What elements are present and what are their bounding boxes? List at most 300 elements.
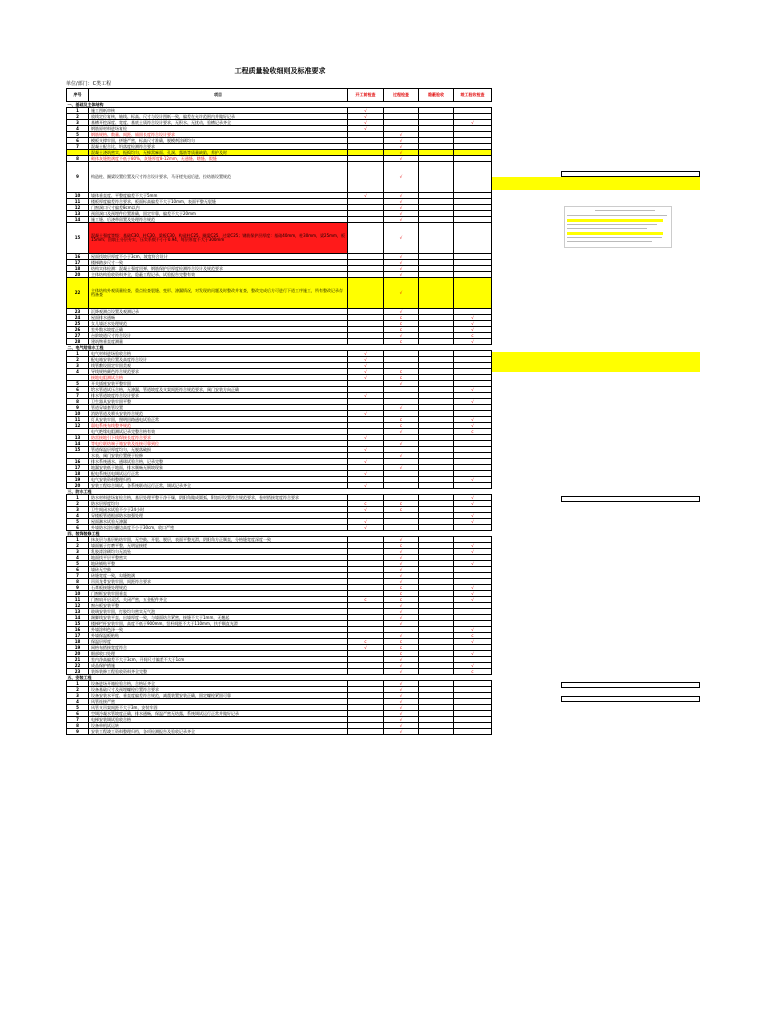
row-number: 23 bbox=[67, 669, 89, 675]
row-number: 13 bbox=[67, 435, 89, 441]
row-number: 4 bbox=[67, 126, 89, 132]
check-cell-c2: √ bbox=[384, 162, 419, 193]
row-number: 5 bbox=[67, 519, 89, 525]
row-number: 17 bbox=[67, 633, 89, 639]
check-cell-c1: √ bbox=[348, 369, 384, 375]
row-number: 10 bbox=[67, 411, 89, 417]
row-item-text: 砌体灰缝饱满度不低于80%，灰缝厚度8-12mm，无通缝、瞎缝、假缝 bbox=[89, 156, 348, 162]
side-box-3 bbox=[561, 682, 700, 688]
row-number: 4 bbox=[67, 699, 89, 705]
check-cell-c4: √ bbox=[454, 561, 492, 567]
row-item-text: 主体结构外观质量检查，重点检查裂缝、变形、渗漏情况，对发现的问题及时整改并复查，整改完成后方可进行下道工序施工，所有整改记录存档备查 bbox=[89, 278, 348, 309]
check-cell-c1: √ bbox=[348, 120, 384, 126]
row-number: 15 bbox=[67, 447, 89, 453]
row-number: 4 bbox=[67, 369, 89, 375]
row-item-text: 屋面排水通畅 bbox=[89, 315, 348, 321]
row-number: 8 bbox=[67, 399, 89, 405]
row-item-text: 细部收口处理 bbox=[89, 651, 348, 657]
check-cell-c1: √ bbox=[348, 126, 384, 132]
row-number: 7 bbox=[67, 717, 89, 723]
header-final-check: 竣工验收检查 bbox=[454, 89, 492, 102]
row-number: 9 bbox=[67, 405, 89, 411]
check-cell-c1: c bbox=[348, 597, 384, 603]
check-cell-c2: √ bbox=[384, 633, 419, 639]
row-item-text: 混凝土配合比、坍落度检测符合要求 bbox=[89, 144, 348, 150]
row-item-text: 空调冷凝水管坡度正确，排水通畅，保温严密无结露，系统调试运行正常并做好记录 bbox=[89, 711, 348, 717]
row-item-text: 保温层厚度 bbox=[89, 639, 348, 645]
check-cell-c2: √ bbox=[384, 573, 419, 579]
check-cell-c4: √ bbox=[454, 543, 492, 549]
row-item-text: 安装工程综合调试，各系统联动运行正常，调试记录齐全 bbox=[89, 483, 348, 489]
row-item-text: 踢脚线安装平直，出墙厚度一致，与墙面结合紧密，接缝不大于1mm，无翘起 bbox=[89, 615, 348, 621]
row-number: 4 bbox=[67, 555, 89, 561]
check-cell-c1: √ bbox=[348, 507, 384, 513]
row-number: 20 bbox=[67, 483, 89, 489]
row-number: 13 bbox=[67, 609, 89, 615]
row-item-text: 接地电阻测试合格 bbox=[89, 375, 348, 381]
check-cell-c1: √ bbox=[348, 114, 384, 120]
row-number: 3 bbox=[67, 507, 89, 513]
row-item-text: 施工图纸审核 bbox=[89, 108, 348, 114]
row-number: 1 bbox=[67, 351, 89, 357]
row-item-text: 电气材料进场验收合格 bbox=[89, 351, 348, 357]
row-number: 19 bbox=[67, 477, 89, 483]
check-cell-c1 bbox=[348, 223, 384, 254]
row-number: 1 bbox=[67, 495, 89, 501]
row-number: 11 bbox=[67, 417, 89, 423]
check-cell-c1 bbox=[348, 729, 384, 735]
check-cell-c2: √ bbox=[384, 681, 419, 687]
check-cell-c2: √ bbox=[384, 657, 419, 663]
row-item-text: 风管连接严密 bbox=[89, 699, 348, 705]
row-item-text: 楼梯栏杆安装牢固，高度不低于900mm，竖杆间距不大于110mm，扶手顺直光滑 bbox=[89, 621, 348, 627]
thumbnail-preview bbox=[564, 206, 672, 248]
row-number: 8 bbox=[67, 579, 89, 585]
check-cell-c4: √ bbox=[454, 513, 492, 519]
header-process-check: 过程检查 bbox=[384, 89, 419, 102]
row-number: 2 bbox=[67, 357, 89, 363]
check-cell-c4: c bbox=[454, 669, 492, 675]
check-cell-c2: c bbox=[384, 543, 419, 549]
check-cell-c4: √ bbox=[454, 501, 492, 507]
row-item-text: 管道穿墙套管设置 bbox=[89, 405, 348, 411]
check-cell-c4 bbox=[454, 729, 492, 735]
side-box-1 bbox=[561, 171, 700, 177]
section-title: 四、装饰装修工程 bbox=[67, 530, 100, 536]
row-number: 14 bbox=[67, 441, 89, 447]
check-cell-c2: c bbox=[384, 339, 419, 345]
check-cell-c4: √ bbox=[454, 399, 492, 405]
check-cell-c3 bbox=[419, 729, 454, 735]
row-number: 23 bbox=[67, 309, 89, 315]
row-number: 7 bbox=[67, 393, 89, 399]
row-number: 20 bbox=[67, 272, 89, 278]
row-item-text: 电气安装资料整理归档 bbox=[89, 477, 348, 483]
row-number: 14 bbox=[67, 615, 89, 621]
row-item-text: 装饰装修工程验收资料齐全完整 bbox=[89, 669, 348, 675]
check-cell-c4: c bbox=[454, 633, 492, 639]
row-number: 21 bbox=[67, 657, 89, 663]
row-number: 18 bbox=[67, 266, 89, 272]
check-cell-c2: √ bbox=[384, 217, 419, 223]
check-cell-c2: √ bbox=[384, 561, 419, 567]
check-cell-c4: √ bbox=[454, 120, 492, 126]
row-number: 6 bbox=[67, 567, 89, 573]
row-item-text: 排水管道坡度符合设计要求 bbox=[89, 393, 348, 399]
side-box-4 bbox=[561, 696, 700, 702]
row-number: 27 bbox=[67, 333, 89, 339]
table-row bbox=[67, 278, 492, 309]
row-item-text: 卫生器具安装牢固平整 bbox=[89, 399, 348, 405]
check-cell-c2: √ bbox=[384, 333, 419, 339]
row-number: 1 bbox=[67, 537, 89, 543]
check-cell-c1: √ bbox=[348, 525, 384, 531]
row-number: 5 bbox=[67, 561, 89, 567]
check-cell-c2: c bbox=[384, 321, 419, 327]
highlight-bar-1 bbox=[491, 177, 700, 190]
row-number: 15 bbox=[67, 223, 89, 254]
row-item-text: 安装工程竣工资料整理归档，各项检测报告及验收记录齐全 bbox=[89, 729, 348, 735]
row-item-text: 台阶坡道尺寸符合设计 bbox=[89, 333, 348, 339]
check-cell-c2: √ bbox=[384, 465, 419, 471]
row-number: 15 bbox=[67, 621, 89, 627]
row-number: 25 bbox=[67, 321, 89, 327]
row-number: 6 bbox=[67, 711, 89, 717]
check-cell-c2: √ bbox=[384, 615, 419, 621]
row-number: 6 bbox=[67, 387, 89, 393]
row-item-text: 室内净高偏差不大于3cm，开间尺寸偏差不大于1cm bbox=[89, 657, 348, 663]
check-cell-c2: √ bbox=[384, 705, 419, 711]
row-number: 13 bbox=[67, 211, 89, 217]
row-item-text: 弱电系统布线整齐规范 bbox=[89, 423, 348, 429]
header-pre-check: 开工前检查 bbox=[348, 89, 384, 102]
check-cell-c1: c bbox=[348, 639, 384, 645]
check-cell-c2: √ bbox=[384, 260, 419, 266]
row-number: 10 bbox=[67, 591, 89, 597]
row-number: 11 bbox=[67, 199, 89, 205]
check-cell-c4 bbox=[454, 162, 492, 193]
row-item-text: 开关插座安装平整牢固 bbox=[89, 381, 348, 387]
row-item-text: 混凝土浇筑密实，振捣均匀，无蜂窝麻面、孔洞、露筋等质量缺陷，养护及时 bbox=[89, 150, 348, 156]
row-item-text: 抹灰层与基层粘结牢固，无空鼓、开裂、脱层，表面平整光滑，阴阳角方正顺直，分格缝宽度深度一致 bbox=[89, 537, 348, 543]
check-cell-c2: √ bbox=[384, 150, 419, 156]
row-item-text: 外墙保温板粘贴 bbox=[89, 633, 348, 639]
row-item-text: 墙体垂直度、平整度偏差不大于5mm bbox=[89, 193, 348, 199]
check-cell-c4: √ bbox=[454, 597, 492, 603]
check-cell-c4: √ bbox=[454, 639, 492, 645]
row-item-text: 基槽开挖深度、宽度、基底土质符合设计要求，无积水、无扰动，验槽记录齐全 bbox=[89, 120, 348, 126]
row-item-text: 放线定位复核，轴线、标高、尺寸与设计图纸一致，偏差在允许范围内并做好记录 bbox=[89, 114, 348, 120]
row-number: 17 bbox=[67, 465, 89, 471]
check-cell-c2: √ bbox=[384, 441, 419, 447]
row-item-text: 电气绝缘电阻测试记录完整合格有效 bbox=[89, 429, 348, 435]
row-number: 2 bbox=[67, 114, 89, 120]
check-cell-c2: √ bbox=[384, 579, 419, 585]
check-cell-c2: √ bbox=[384, 729, 419, 735]
check-cell-c1: √ bbox=[348, 363, 384, 369]
check-cell-c1: √ bbox=[348, 193, 384, 199]
check-cell-c2: √ bbox=[384, 266, 419, 272]
row-item-text: 沉降观测点设置及观测记录 bbox=[89, 309, 348, 315]
check-cell-c4: √ bbox=[454, 651, 492, 657]
row-number: 19 bbox=[67, 645, 89, 651]
check-cell-c1: √ bbox=[348, 483, 384, 489]
check-cell-c2: √ bbox=[384, 555, 419, 561]
section-title: 五、安装工程 bbox=[67, 674, 92, 680]
check-cell-c1 bbox=[348, 162, 384, 193]
row-item-text: 屋面找坡层厚度不小于3cm，坡度符合设计 bbox=[89, 254, 348, 260]
check-cell-c4: √ bbox=[454, 549, 492, 555]
row-number: 12 bbox=[67, 205, 89, 211]
check-cell-c2: √ bbox=[384, 138, 419, 144]
row-item-text: 混凝土强度等级：基础C30，柱C30，梁板C30，构造柱C25，圈梁C25，过梁C25；钢筋保护层厚度：基础40mm，柱30mm，梁25mm，板15mm；回填土分层夯实，压实系数不小于0.94，每层厚度不大于300mm bbox=[89, 223, 348, 254]
check-cell-c2: √ bbox=[384, 603, 419, 609]
row-item-text: 主体结构验收资料齐全，隐蔽工程记录、试验报告完整有效 bbox=[89, 272, 348, 278]
check-cell-c2: √ bbox=[384, 537, 419, 543]
row-number: 26 bbox=[67, 327, 89, 333]
check-cell-c4: √ bbox=[454, 477, 492, 483]
row-number: 4 bbox=[67, 513, 89, 519]
check-cell-c4: √ bbox=[454, 591, 492, 597]
highlight-bar-2 bbox=[491, 352, 700, 372]
row-item-text: 地砖铺贴平整 bbox=[89, 561, 348, 567]
check-cell-c2: √ bbox=[384, 272, 419, 278]
row-number: 9 bbox=[67, 162, 89, 193]
row-number: 11 bbox=[67, 597, 89, 603]
check-cell-c4: √ bbox=[454, 627, 492, 633]
row-item-text: 女儿墙泛水处理规范 bbox=[89, 321, 348, 327]
row-number: 14 bbox=[67, 217, 89, 223]
row-number: 1 bbox=[67, 681, 89, 687]
check-cell-c4: c bbox=[454, 333, 492, 339]
row-item-text: 穿楼板管道根部防水加强处理 bbox=[89, 513, 348, 519]
row-item-text: 灯具安装牢固，照明回路通电试验正常 bbox=[89, 417, 348, 423]
row-item-text: 门窗洞口尺寸偏差8cm以内 bbox=[89, 205, 348, 211]
check-cell-c4: c bbox=[454, 429, 492, 435]
row-item-text: 石膏板接缝处理规范 bbox=[89, 585, 348, 591]
check-cell-c2: c bbox=[384, 651, 419, 657]
row-item-text: 楼板厚度偏差符合要求，板面标高偏差不大于10mm，表面平整无裂缝 bbox=[89, 199, 348, 205]
row-item-text: 屋面淋水试验无渗漏 bbox=[89, 519, 348, 525]
row-item-text: 楼梯踏步尺寸一致 bbox=[89, 260, 348, 266]
check-cell-c1: √ bbox=[348, 645, 384, 651]
check-cell-c2: c bbox=[384, 639, 419, 645]
row-number: 1 bbox=[67, 108, 89, 114]
table-header-row bbox=[67, 89, 492, 102]
document-title: 工程质量验收细则及标准要求 bbox=[234, 67, 326, 75]
check-cell-c3 bbox=[419, 223, 454, 254]
row-item-text: 地面找平层平整密实 bbox=[89, 555, 348, 561]
check-cell-c2: √ bbox=[384, 609, 419, 615]
row-item-text: 模板支撑牢固，拼缝严密，标高尺寸准确，脱模剂涂刷均匀 bbox=[89, 138, 348, 144]
check-cell-c4: √ bbox=[454, 387, 492, 393]
row-number: 24 bbox=[67, 315, 89, 321]
row-number: 6 bbox=[67, 138, 89, 144]
row-item-text: 室外散水坡度正确 bbox=[89, 327, 348, 333]
row-number: 16 bbox=[67, 627, 89, 633]
row-number: 7 bbox=[67, 573, 89, 579]
check-cell-c2: √ bbox=[384, 254, 419, 260]
check-cell-c1: √ bbox=[348, 435, 384, 441]
row-item-text: 设备进场开箱检验合格，合格证齐全 bbox=[89, 681, 348, 687]
check-cell-c2: c bbox=[384, 501, 419, 507]
row-item-text: 成品保护措施 bbox=[89, 663, 348, 669]
header-item: 项目 bbox=[89, 89, 348, 102]
table-row bbox=[67, 223, 492, 254]
check-cell-c2: √ bbox=[384, 567, 419, 573]
row-item-text: 建筑物垂直度测量 bbox=[89, 339, 348, 345]
check-cell-c2: c bbox=[384, 507, 419, 513]
section-title: 一、基础及主体结构 bbox=[67, 101, 104, 107]
check-cell-c2: √ bbox=[384, 693, 419, 699]
row-item-text: 给水管道试压合格，无渗漏，管道坡度及支架间距符合规范要求，阀门安装方向正确 bbox=[89, 387, 348, 393]
check-cell-c2: √ bbox=[384, 199, 419, 205]
check-cell-c2: √ bbox=[384, 278, 419, 309]
check-cell-c2: c bbox=[384, 375, 419, 381]
row-item-text: 钢筋原材料进场复检 bbox=[89, 126, 348, 132]
check-cell-c2: √ bbox=[384, 549, 419, 555]
row-item-text: 设备基础尺寸及预埋螺栓位置符合要求 bbox=[89, 687, 348, 693]
table-row bbox=[67, 162, 492, 193]
row-number: 9 bbox=[67, 585, 89, 591]
check-cell-c1: √ bbox=[348, 351, 384, 357]
side-box-2 bbox=[561, 496, 700, 502]
check-cell-c1: √ bbox=[348, 459, 384, 465]
row-item-text: 网格布搭接宽度符合 bbox=[89, 645, 348, 651]
row-number: 20 bbox=[67, 651, 89, 657]
check-cell-c2: c bbox=[384, 585, 419, 591]
check-cell-c2: c bbox=[384, 315, 419, 321]
row-number: 22 bbox=[67, 663, 89, 669]
row-item-text: 导线规格颜色符合规范要求 bbox=[89, 369, 348, 375]
check-cell-c4: √ bbox=[454, 339, 492, 345]
table-row bbox=[67, 729, 492, 735]
row-item-text: 门窗扇开启灵活，关闭严密，五金配件齐全 bbox=[89, 597, 348, 603]
row-number: 16 bbox=[67, 459, 89, 465]
row-number: 2 bbox=[67, 543, 89, 549]
row-item-text: 电梯安装调试验收合格 bbox=[89, 717, 348, 723]
row-number: 2 bbox=[67, 501, 89, 507]
header-no: 序号 bbox=[67, 89, 89, 102]
row-item-text: 水表、阀门安装位置便于检修 bbox=[89, 453, 348, 459]
check-cell-c2: √ bbox=[384, 699, 419, 705]
check-cell-c4: √ bbox=[454, 663, 492, 669]
row-item-text: 配电系统送电调试运行正常 bbox=[89, 471, 348, 477]
row-item-text: 消防管道及喷头安装符合规范 bbox=[89, 411, 348, 417]
row-number: 5 bbox=[67, 381, 89, 387]
check-cell-c1: √ bbox=[348, 393, 384, 399]
row-item-text: 墙砖无空鼓 bbox=[89, 567, 348, 573]
row-item-text: 门窗框安装牢固垂直 bbox=[89, 591, 348, 597]
check-cell-c1: √ bbox=[348, 411, 384, 417]
check-cell-c4: √ bbox=[454, 495, 492, 501]
check-cell-c2: c bbox=[384, 417, 419, 423]
check-cell-c3 bbox=[419, 278, 454, 309]
header-concealed-check: 隐蔽验收 bbox=[419, 89, 454, 102]
check-cell-c4 bbox=[454, 223, 492, 254]
check-cell-c2: √ bbox=[384, 429, 419, 435]
row-item-text: 配电箱安装位置及高度符合设计 bbox=[89, 357, 348, 363]
row-number: 8 bbox=[67, 723, 89, 729]
row-item-text: 管道保温层厚度均匀，无脱落破损 bbox=[89, 447, 348, 453]
check-cell-c2: √ bbox=[384, 453, 419, 459]
check-cell-c2: √ bbox=[384, 132, 419, 138]
check-cell-c1: √ bbox=[348, 471, 384, 477]
row-item-text: 窗台板安装平整 bbox=[89, 603, 348, 609]
row-item-text: 吊顶龙骨安装牢固，间距符合要求 bbox=[89, 579, 348, 585]
check-cell-c4 bbox=[454, 278, 492, 309]
check-cell-c2: c bbox=[384, 645, 419, 651]
row-number: 12 bbox=[67, 603, 89, 609]
row-item-text: 构造柱、圈梁设置位置及尺寸符合设计要求，马牙槎先退后进，拉结筋设置规范 bbox=[89, 162, 348, 193]
check-cell-c2: c bbox=[384, 423, 419, 429]
section-title: 三、防水工程 bbox=[67, 488, 92, 494]
row-number: 22 bbox=[67, 278, 89, 309]
check-cell-c3 bbox=[419, 162, 454, 193]
row-number: 3 bbox=[67, 549, 89, 555]
row-item-text: 风管支吊架间距不大于3m，安装牢固 bbox=[89, 705, 348, 711]
check-cell-c2: √ bbox=[384, 621, 419, 627]
row-number: 18 bbox=[67, 639, 89, 645]
check-cell-c1: √ bbox=[348, 357, 384, 363]
row-number: 9 bbox=[67, 729, 89, 735]
inspection-table bbox=[66, 88, 492, 735]
row-item-text: 卫生间闭水试验不少于24小时 bbox=[89, 507, 348, 513]
check-cell-c2: c bbox=[384, 327, 419, 333]
document-subtitle: 单位/部门：C类工程 bbox=[66, 81, 112, 87]
section-title: 二、电气给排水工程 bbox=[67, 344, 104, 350]
check-cell-c1 bbox=[348, 278, 384, 309]
check-cell-c4: √ bbox=[454, 321, 492, 327]
row-number: 17 bbox=[67, 260, 89, 266]
row-item-text: 设备单机试运转 bbox=[89, 723, 348, 729]
row-number: 3 bbox=[67, 693, 89, 699]
check-cell-c2: √ bbox=[384, 144, 419, 150]
check-cell-c2: √ bbox=[384, 156, 419, 162]
row-item-text: 外墙涂料色泽一致 bbox=[89, 627, 348, 633]
check-cell-c4: √ bbox=[454, 327, 492, 333]
check-cell-c2: √ bbox=[384, 687, 419, 693]
check-cell-c2: √ bbox=[384, 309, 419, 315]
check-cell-c4: √ bbox=[454, 417, 492, 423]
row-item-text: 施工缝、后浇带留置及处理符合规范 bbox=[89, 217, 348, 223]
row-item-text: 乳胶漆涂刷均匀无流坠 bbox=[89, 549, 348, 555]
row-number: 6 bbox=[67, 525, 89, 531]
row-number: 5 bbox=[67, 705, 89, 711]
row-item-text: 砖缝宽度一致，勾缝饱满 bbox=[89, 573, 348, 579]
check-cell-c2: √ bbox=[384, 223, 419, 254]
check-cell-c2: c bbox=[384, 369, 419, 375]
row-item-text: 线管敷设固定牢固美观 bbox=[89, 363, 348, 369]
check-cell-c2: √ bbox=[384, 723, 419, 729]
check-cell-c4: √ bbox=[454, 315, 492, 321]
check-cell-c2: c bbox=[384, 597, 419, 603]
row-item-text: 钢筋规格、数量、间距、锚固长度符合设计要求 bbox=[89, 132, 348, 138]
row-item-text: 等电位联结端子箱安装及连接可靠到位 bbox=[89, 441, 348, 447]
check-cell-c2: √ bbox=[384, 663, 419, 669]
row-item-text: 结构实体检测：混凝土强度回弹、钢筋保护层厚度检测符合设计及规范要求 bbox=[89, 266, 348, 272]
check-cell-c1: √ bbox=[348, 375, 384, 381]
row-item-text: 预留洞口及预埋件位置准确，固定牢靠，偏差不大于20mm bbox=[89, 211, 348, 217]
check-cell-c1: √ bbox=[348, 519, 384, 525]
check-cell-c2: √ bbox=[384, 211, 419, 217]
row-number: 12 bbox=[67, 423, 89, 429]
check-cell-c1: c bbox=[348, 501, 384, 507]
check-cell-c2: √ bbox=[384, 405, 419, 411]
row-item-text: 玻璃安装牢固，打胶均匀密实无气泡 bbox=[89, 609, 348, 615]
row-item-text: 地漏安装低于地面，排水顺畅无倒坡现象 bbox=[89, 465, 348, 471]
check-cell-c4: √ bbox=[454, 423, 492, 429]
